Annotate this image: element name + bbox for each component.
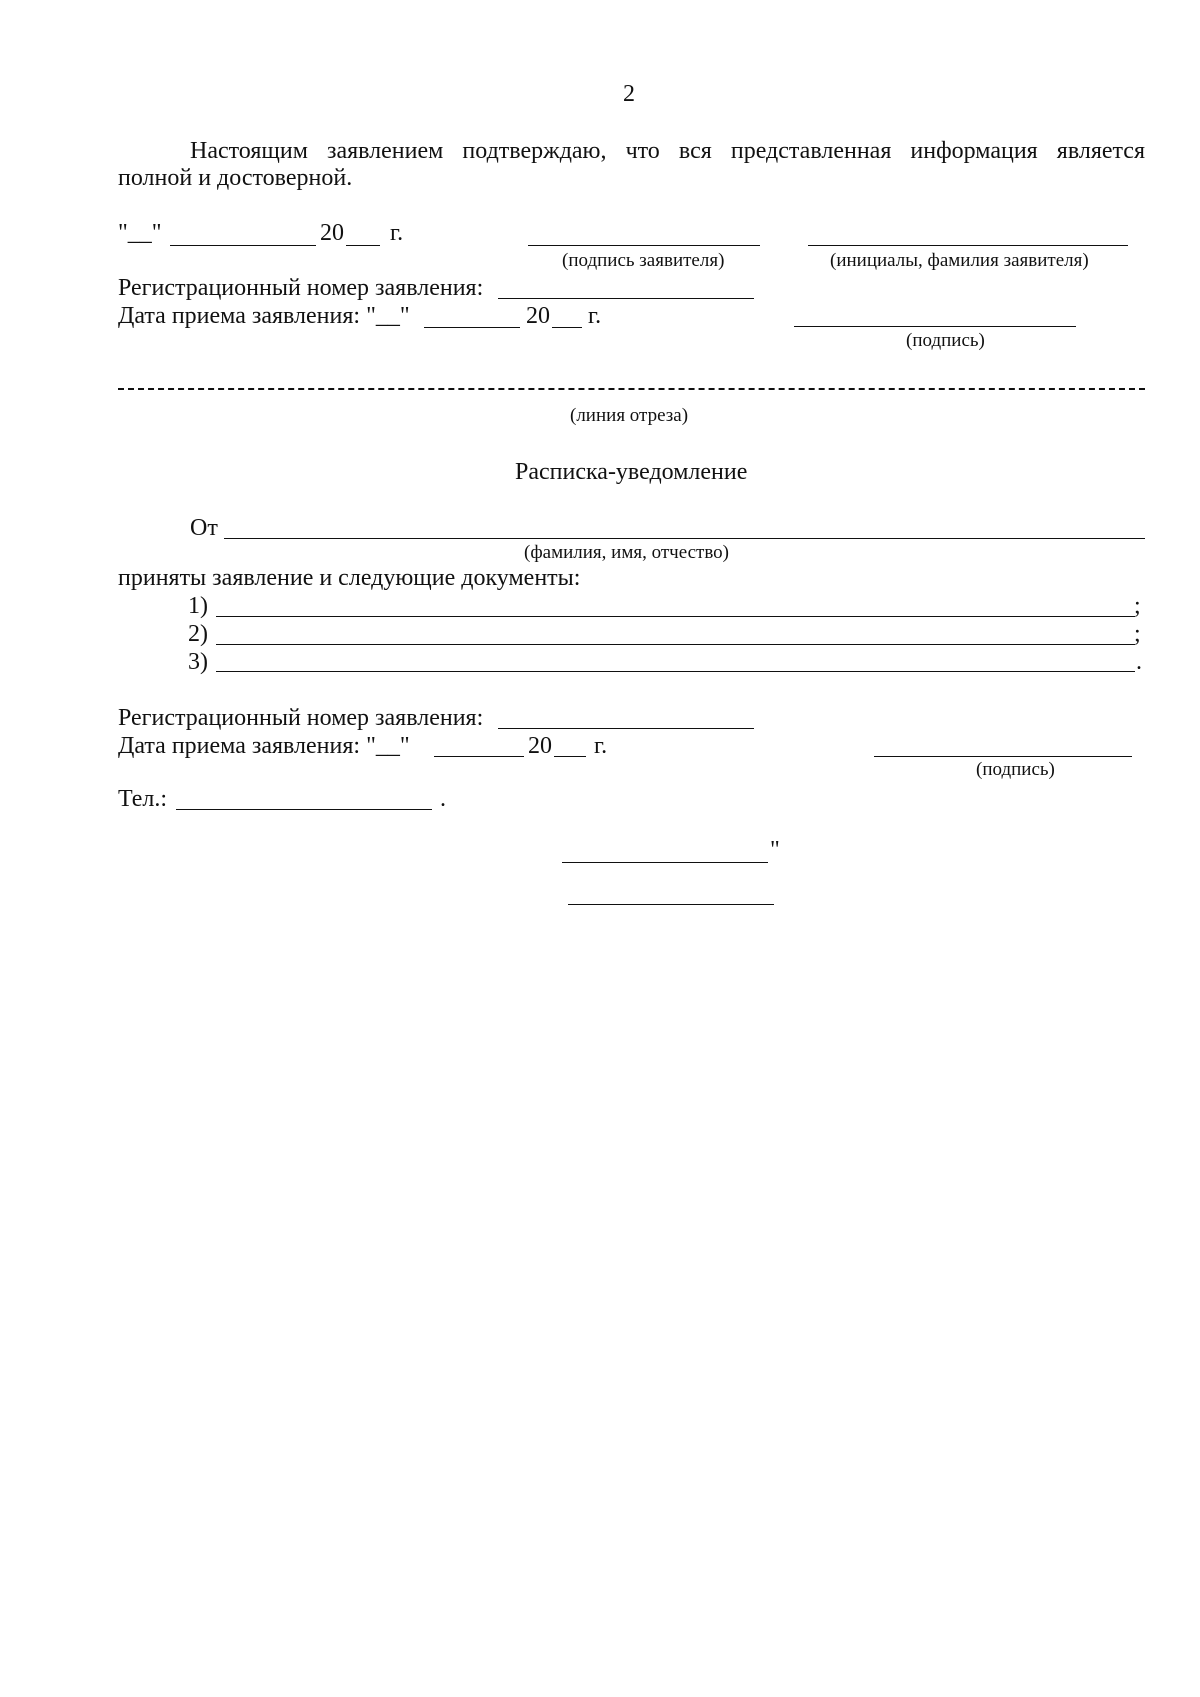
document-1-end: ; xyxy=(1134,593,1141,619)
receipt-received-year-suffix: г. xyxy=(594,733,608,759)
top-signature-caption: (подпись) xyxy=(906,330,985,351)
top-received-month-blank xyxy=(424,327,520,328)
cut-line-caption: (линия отреза) xyxy=(570,405,689,426)
phone-end: . xyxy=(440,786,446,812)
document-2-blank xyxy=(216,644,1135,645)
date-year-blank xyxy=(346,245,380,246)
bottom-quote-mark: " xyxy=(770,837,780,863)
top-received-year-prefix: 20 xyxy=(526,303,550,329)
date-month-blank xyxy=(170,245,316,246)
phone-label: Тел.: xyxy=(118,786,168,812)
bottom-line-2 xyxy=(568,904,774,905)
from-name-blank xyxy=(224,538,1145,539)
date-year-prefix: 20 xyxy=(320,220,344,246)
from-label: От xyxy=(190,515,218,541)
document-2-number: 2) xyxy=(188,621,208,647)
receipt-received-date-label: Дата приема заявления: "__" xyxy=(118,733,410,759)
top-signature-blank xyxy=(794,326,1076,327)
top-received-date-label: Дата приема заявления: "__" xyxy=(118,303,410,329)
applicant-name-blank xyxy=(808,245,1128,246)
document-1-blank xyxy=(216,616,1135,617)
applicant-name-caption: (инициалы, фамилия заявителя) xyxy=(830,250,1089,271)
document-3-blank xyxy=(216,671,1135,672)
top-reg-number-blank xyxy=(498,298,754,299)
cut-line xyxy=(118,388,1145,390)
date-day-field: "__" xyxy=(118,220,162,246)
page-number: 2 xyxy=(623,81,635,107)
receipt-received-month-blank xyxy=(434,756,524,757)
top-received-year-blank xyxy=(552,327,582,328)
declaration-line-1: Настоящим заявлением подтверждаю, что вся представленная информация является xyxy=(190,138,1145,164)
receipt-signature-blank xyxy=(874,756,1132,757)
applicant-signature-caption: (подпись заявителя) xyxy=(562,250,725,271)
document-3-end: . xyxy=(1136,649,1142,675)
receipt-reg-number-label: Регистрационный номер заявления: xyxy=(118,705,484,731)
receipt-received-year-prefix: 20 xyxy=(528,733,552,759)
document-1-number: 1) xyxy=(188,593,208,619)
accepted-documents-label: приняты заявление и следующие документы: xyxy=(118,565,581,591)
top-received-year-suffix: г. xyxy=(588,303,602,329)
receipt-reg-number-blank xyxy=(498,728,754,729)
receipt-title: Расписка-уведомление xyxy=(515,459,748,485)
fio-caption: (фамилия, имя, отчество) xyxy=(524,542,730,563)
document-2-end: ; xyxy=(1134,621,1141,647)
applicant-signature-blank xyxy=(528,245,760,246)
bottom-line-1 xyxy=(562,862,768,863)
declaration-line-2: полной и достоверной. xyxy=(118,165,353,191)
document-3-number: 3) xyxy=(188,649,208,675)
receipt-signature-caption: (подпись) xyxy=(976,759,1055,780)
top-reg-number-label: Регистрационный номер заявления: xyxy=(118,275,484,301)
phone-blank xyxy=(176,809,432,810)
date-year-suffix: г. xyxy=(390,220,404,246)
receipt-received-year-blank xyxy=(554,756,586,757)
